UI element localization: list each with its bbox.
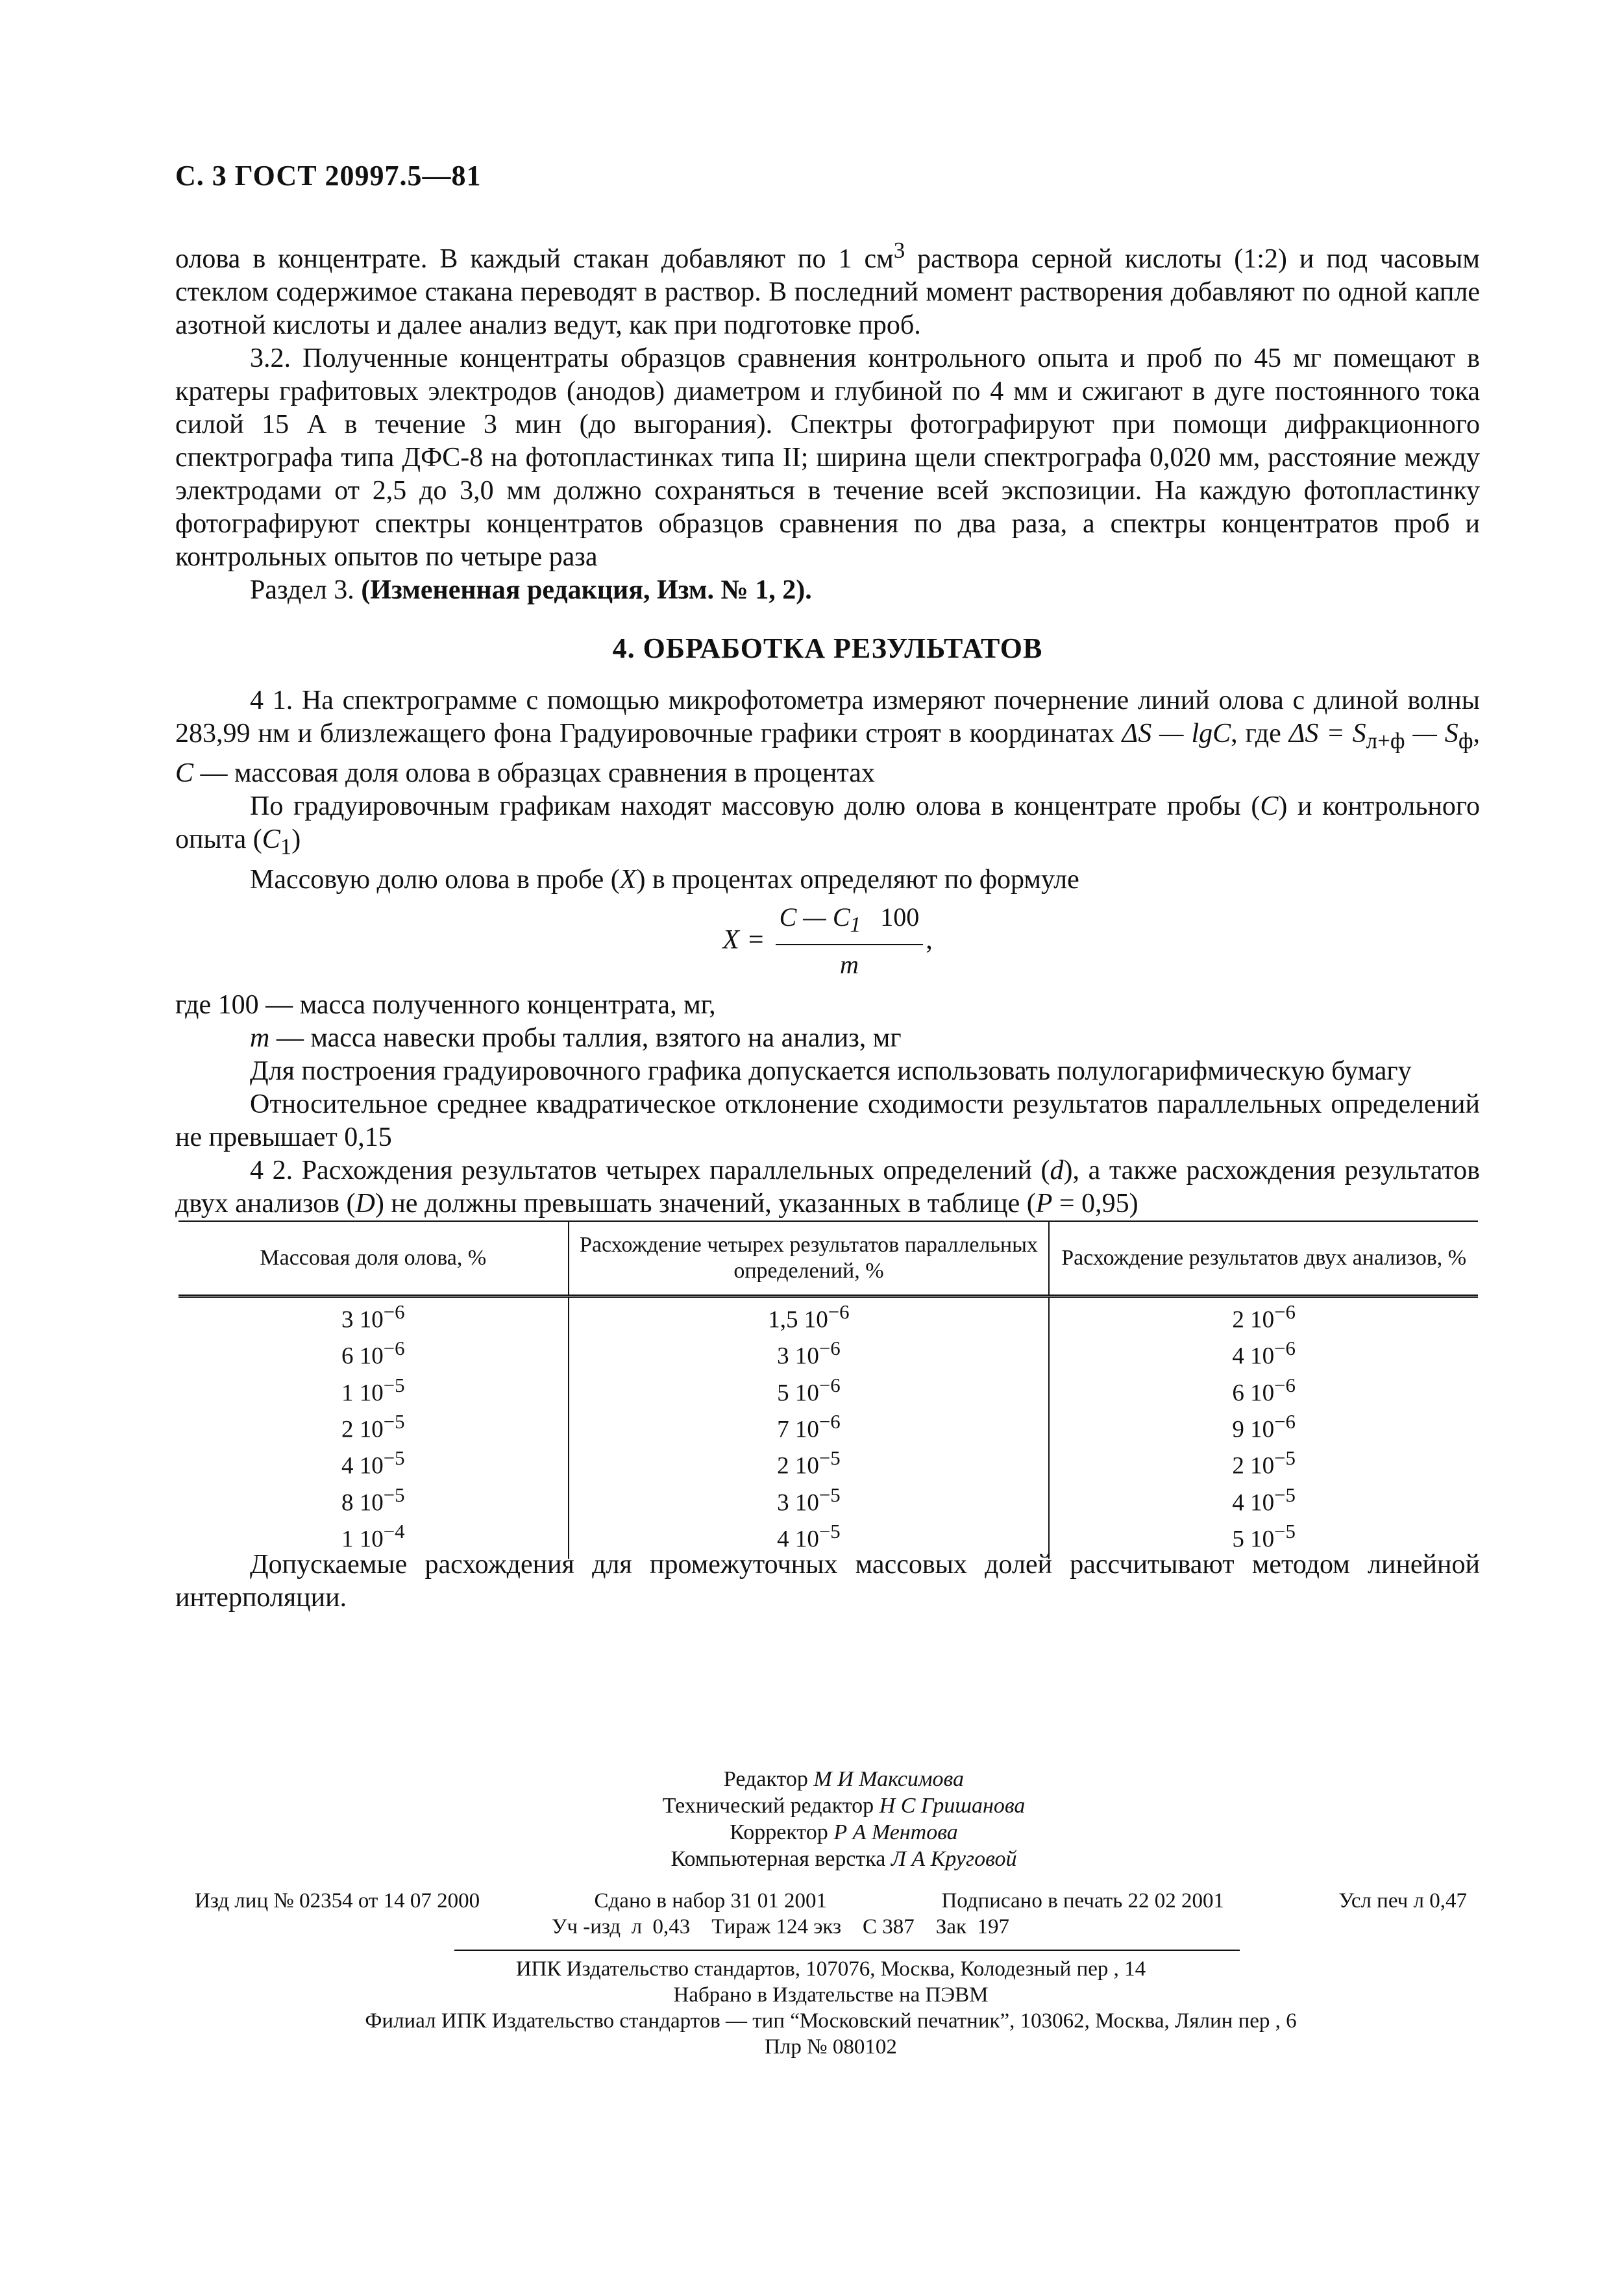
paragraph-calibration: По градуировочным графикам находят массовую долю олова в концентрате пробы (C) и контрольного опыта $(C_1)$	[175, 791, 1480, 860]
credit-layout: Компьютерная верстка Л А Круговой	[671, 1847, 1017, 1871]
imprint-row	[195, 1889, 1467, 1913]
table-cell: 1 $10^{-4}$	[341, 1520, 405, 1553]
imprint-license: Изд лиц № 02354 от 14 07 2000	[195, 1889, 480, 1913]
table-cell: 8 $10^{-5}$	[341, 1483, 405, 1516]
table-cell: 7 $10^{-6}$	[569, 1407, 1050, 1444]
paragraph-4-1: 4 1. На спектрограмме с помощью микрофотометра измеряют почернение линий олова с длиной волны 283,99 нм и близлежащего фона Градуировочные графики строят в координатах ΔS — lgC, где $\Delta S = S_{л+ф}$ — $S_ф$, C — массовая доля олова в образцах сравнения в процентах	[175, 686, 1480, 789]
formula-denominator: m	[839, 949, 859, 979]
table-row	[178, 1371, 1478, 1407]
paragraph-3-2: 3.2. Полученные концентраты образцов сравнения контрольного опыта и проб по 45 мг помещают в кратеры графитовых электродов (анодов) диаметром и глубиной по 4 мм и сжигают в дуге постоянного тока силой 15 А в течение 3 мин (до выгорания). Спектры фотографируют при помощи дифракционного спектрографа типа ДФС-8 на фотопластинках типа II; ширина щели спектрографа 0,020 мм, расстояние между электродами от 2,5 до 3,0 мм должно сохраняться в течение всей экспозиции. На каждую фотопластинку фотографируют спектры концентратов образцов сравнения по два раза, а спектры концентратов проб и контрольных опытов по четыре раза	[175, 343, 1480, 572]
paragraph-continuation: олова в концентрате. В каждый стакан добавляют по 1 $см^3$ раствора серной кислоты (1:2) и под часовым стеклом содержимое стакана переводят в раствор. В последний момент растворения добавляют по одной капле азотной кислоты и далее анализ ведут, как при подготовке проб.	[175, 238, 1480, 340]
imprint-typeset-date: Сдано в набор 31 01 2001	[594, 1889, 828, 1913]
table-cell: 4 $10^{-5}$	[341, 1447, 405, 1480]
page-header: С. 3 ГОСТ 20997.5—81	[175, 160, 482, 192]
body-text	[175, 234, 1480, 1221]
paragraph-4-2: 4 2. Расхождения результатов четырех параллельных определений (d), а также расхождения результатов двух анализов (D) не должны превышать значений, указанных в таблице (P = 0,95)	[175, 1155, 1480, 1219]
imprint-print-date: Подписано в печать 22 02 2001	[941, 1889, 1224, 1913]
table-cell: 4 $10^{-6}$	[1049, 1334, 1478, 1370]
table-cell: 1 $10^{-5}$	[341, 1374, 405, 1406]
formula-equals: =	[748, 925, 764, 956]
column-header-mass-fraction: Массовая доля олова, %	[178, 1221, 569, 1296]
table-cell: 2 $10^{-5}$	[1049, 1444, 1478, 1480]
table-cell: 5 $10^{-6}$	[569, 1371, 1050, 1407]
section-title: 4. ОБРАБОТКА РЕЗУЛЬТАТОВ	[612, 632, 1043, 664]
publisher-line: Набрано в Издательстве на ПЭВМ	[673, 1983, 989, 2007]
publisher-info	[195, 1956, 1467, 2060]
credit-editor: Редактор М И Максимова	[723, 1767, 965, 1791]
table-row	[178, 1481, 1478, 1517]
credit-tech-editor: Технический редактор Н С Гришанова	[662, 1794, 1026, 1818]
table-cell: 6 $10^{-6}$	[341, 1337, 405, 1370]
credit-proofreader: Корректор Р А Ментова	[730, 1820, 958, 1844]
column-header-analyses-divergence: Расхождение результатов двух анализов, %	[1049, 1221, 1478, 1296]
interpolation-note: Допускаемые расхождения для промежуточных массовых долей рассчитывают методом линейной интерполяции.	[175, 1550, 1480, 1613]
table-cell: 4 $10^{-5}$	[1049, 1481, 1478, 1517]
paragraph-semilog: Для построения градуировочного графика допускается использовать полулогарифмическую бумагу	[250, 1056, 1412, 1086]
table-cell: 2 $10^{-5}$	[569, 1444, 1050, 1480]
legend-line-1: где 100 — масса полученного концентрата, мг,	[175, 989, 716, 1020]
table-cell: 9 $10^{-6}$	[1049, 1407, 1478, 1444]
table-cell: 3 $10^{-5}$	[569, 1481, 1050, 1517]
paragraph-formula-intro: Массовую долю олова в пробе (X) в процентах определяют по формуле	[250, 864, 1079, 895]
table-cell: 2 $10^{-5}$	[341, 1410, 405, 1443]
imprint-row-2: Уч -изд л 0,43 Тираж 124 экз С 387 Зак 197	[552, 1915, 1010, 1939]
publisher-line: Плр № 080102	[765, 2035, 897, 2059]
formula-fraction	[776, 900, 924, 981]
formula-lhs: X	[722, 925, 739, 956]
table-cell: 5 $10^{-5}$	[1049, 1517, 1478, 1559]
table-row	[178, 1407, 1478, 1444]
table-header-row	[178, 1221, 1478, 1296]
table-row	[178, 1334, 1478, 1370]
table-cell: 1,5 $10^{-6}$	[569, 1296, 1050, 1335]
credits	[454, 1766, 1233, 1872]
table-cell: 4 $10^{-5}$	[569, 1517, 1050, 1559]
publisher-line: ИПК Издательство стандартов, 107076, Москва, Колодезный пер , 14	[515, 1957, 1146, 1981]
table-body	[178, 1296, 1478, 1559]
formula	[175, 900, 1480, 981]
tolerance-table	[178, 1221, 1478, 1559]
legend-line-2: m — масса навески пробы таллия, взятого на анализ, мг	[250, 1022, 902, 1053]
column-header-parallel-divergence: Расхождение четырех результатов параллельных определений, %	[569, 1221, 1050, 1296]
formula-comma: ,	[926, 925, 933, 956]
amendment-note: Раздел 3. (Измененная редакция, Изм. № 1, 2).	[250, 575, 812, 605]
table-cell: 3 $10^{-6}$	[341, 1301, 405, 1333]
table-cell: 6 $10^{-6}$	[1049, 1371, 1478, 1407]
imprint-print-sheets: Усл печ л 0,47	[1338, 1889, 1467, 1913]
table-cell: 2 $10^{-6}$	[1049, 1296, 1478, 1335]
table-row	[178, 1444, 1478, 1480]
table-cell: 3 $10^{-6}$	[569, 1334, 1050, 1370]
publisher-line: Филиал ИПК Издательство стандартов — тип “Московский печатник”, 103062, Москва, Лялин пер , 6	[365, 2009, 1297, 2033]
paragraph-deviation: Относительное среднее квадратическое отклонение сходимости результатов параллельных определений не превышает 0,15	[175, 1089, 1480, 1152]
formula-numerator: C — $C_1$ 100	[776, 900, 924, 945]
imprint-divider	[454, 1950, 1240, 1951]
table-row	[178, 1296, 1478, 1335]
